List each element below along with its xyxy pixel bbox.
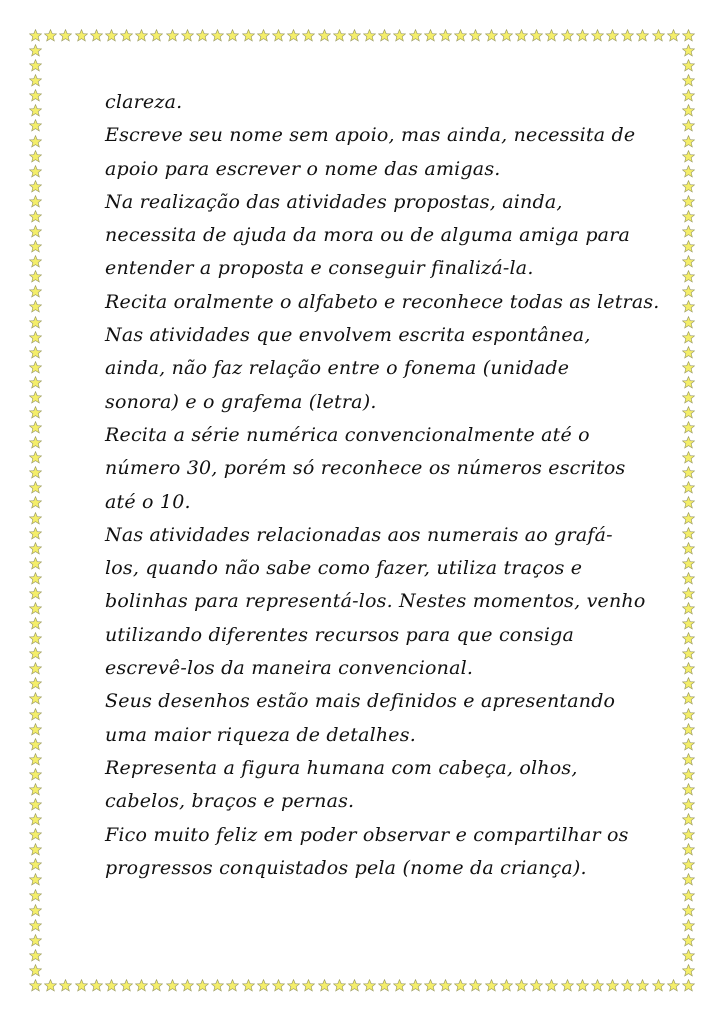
star-icon: [576, 29, 589, 42]
star-icon: [606, 979, 619, 992]
star-icon: [196, 29, 209, 42]
star-icon: [682, 270, 695, 283]
star-icon: [333, 979, 346, 992]
star-icon: [29, 572, 42, 585]
star-icon: [29, 527, 42, 540]
star-icon: [393, 29, 406, 42]
star-icon: [515, 979, 528, 992]
star-icon: [348, 29, 361, 42]
star-icon: [682, 406, 695, 419]
star-icon: [454, 979, 467, 992]
star-icon: [682, 496, 695, 509]
text-line: Seus desenhos estão mais definidos e apresentando: [105, 690, 616, 713]
star-icon: [29, 677, 42, 690]
text-line: entender a proposta e conseguir finalizá-la.: [105, 257, 534, 280]
star-icon: [682, 165, 695, 178]
star-icon: [29, 29, 42, 42]
star-icon: [29, 692, 42, 705]
text-line: Recita oralmente o alfabeto e reconhece todas as letras.: [105, 290, 660, 313]
star-icon: [682, 858, 695, 871]
text-line: escrevê-los da maneira convencional.: [105, 657, 474, 680]
star-icon: [682, 949, 695, 962]
star-icon: [378, 979, 391, 992]
star-icon: [682, 376, 695, 389]
star-icon: [682, 346, 695, 359]
star-icon: [29, 240, 42, 253]
star-icon: [29, 119, 42, 132]
star-icon: [363, 979, 376, 992]
text-line: uma maior riqueza de detalhes.: [105, 723, 416, 746]
star-icon: [545, 29, 558, 42]
text-line: apoio para escrever o nome das amigas.: [105, 157, 501, 180]
star-icon: [90, 29, 103, 42]
star-icon: [682, 225, 695, 238]
star-icon: [682, 828, 695, 841]
star-icon: [29, 889, 42, 902]
star-icon: [29, 542, 42, 555]
star-icon: [682, 44, 695, 57]
star-icon: [120, 29, 133, 42]
text-line: bolinhas para representá-los. Nestes momentos, venho: [105, 590, 646, 613]
star-icon: [682, 59, 695, 72]
star-icon: [29, 632, 42, 645]
star-icon: [29, 104, 42, 117]
star-icon: [257, 29, 270, 42]
star-icon: [29, 300, 42, 313]
star-icon: [318, 29, 331, 42]
star-icon: [29, 783, 42, 796]
star-icon: [378, 29, 391, 42]
star-icon: [29, 316, 42, 329]
star-icon: [682, 104, 695, 117]
star-icon: [682, 904, 695, 917]
star-icon: [682, 300, 695, 313]
star-icon: [29, 59, 42, 72]
text-line: Nas atividades que envolvem escrita espontânea,: [105, 324, 591, 347]
star-icon: [682, 934, 695, 947]
star-icon: [29, 858, 42, 871]
star-icon: [682, 873, 695, 886]
star-icon: [424, 29, 437, 42]
star-icon: [469, 29, 482, 42]
star-icon: [105, 979, 118, 992]
star-icon: [29, 44, 42, 57]
star-icon: [29, 361, 42, 374]
star-icon: [196, 979, 209, 992]
star-icon: [530, 29, 543, 42]
star-icon: [561, 979, 574, 992]
star-icon: [318, 979, 331, 992]
star-icon: [682, 255, 695, 268]
star-icon: [29, 602, 42, 615]
star-icon: [561, 29, 574, 42]
text-line: Recita a série numérica convencionalmente até o: [105, 423, 590, 446]
star-icon: [29, 753, 42, 766]
star-icon: [29, 843, 42, 856]
star-icon: [682, 557, 695, 570]
star-icon: [302, 29, 315, 42]
star-icon: [242, 29, 255, 42]
star-icon: [105, 29, 118, 42]
star-icon: [29, 798, 42, 811]
star-icon: [424, 979, 437, 992]
star-icon: [682, 979, 695, 992]
star-icon: [682, 180, 695, 193]
star-icon: [90, 979, 103, 992]
star-icon: [591, 979, 604, 992]
star-icon: [29, 979, 42, 992]
star-icon: [682, 919, 695, 932]
star-icon: [29, 195, 42, 208]
text-line: Escreve seu nome sem apoio, mas ainda, necessita de: [105, 124, 636, 147]
star-icon: [667, 29, 680, 42]
star-icon: [652, 29, 665, 42]
star-icon: [682, 723, 695, 736]
star-icon: [29, 89, 42, 102]
star-icon: [621, 979, 634, 992]
star-icon: [181, 979, 194, 992]
star-icon: [29, 255, 42, 268]
star-icon: [226, 979, 239, 992]
star-icon: [75, 979, 88, 992]
star-icon: [29, 723, 42, 736]
star-icon: [29, 270, 42, 283]
text-line: número 30, porém só reconhece os números escritos: [105, 457, 626, 480]
star-icon: [29, 919, 42, 932]
star-icon: [29, 587, 42, 600]
text-line: los, quando não sabe como fazer, utiliza traços e: [105, 557, 583, 580]
star-icon: [29, 135, 42, 148]
star-icon: [439, 29, 452, 42]
star-icon: [29, 617, 42, 630]
document-body: [105, 86, 665, 885]
star-icon: [181, 29, 194, 42]
star-icon: [636, 29, 649, 42]
star-icon: [59, 979, 72, 992]
text-line: utilizando diferentes recursos para que consiga: [105, 623, 574, 646]
star-icon: [682, 74, 695, 87]
star-icon: [29, 436, 42, 449]
star-icon: [29, 738, 42, 751]
star-icon: [29, 451, 42, 464]
text-line: ainda, não faz relação entre o fonema (unidade: [105, 357, 570, 380]
text-line: Fico muito feliz em poder observar e compartilhar os: [105, 823, 629, 846]
star-icon: [652, 979, 665, 992]
star-icon: [166, 29, 179, 42]
star-icon: [667, 979, 680, 992]
star-icon: [29, 512, 42, 525]
star-icon: [272, 29, 285, 42]
text-line: necessita de ajuda da mora ou de alguma amiga para: [105, 224, 631, 247]
star-icon: [29, 150, 42, 163]
star-icon: [682, 708, 695, 721]
star-icon: [211, 979, 224, 992]
text-line: progressos conquistados pela (nome da criança).: [105, 856, 587, 879]
star-icon: [44, 979, 57, 992]
star-icon: [682, 768, 695, 781]
star-icon: [682, 798, 695, 811]
star-icon: [439, 979, 452, 992]
star-icon: [29, 165, 42, 178]
star-icon: [682, 316, 695, 329]
star-icon: [29, 904, 42, 917]
text-line: cabelos, braços e pernas.: [105, 790, 355, 813]
star-icon: [29, 496, 42, 509]
star-icon: [348, 979, 361, 992]
text-line: clareza.: [105, 91, 183, 113]
star-icon: [682, 783, 695, 796]
star-icon: [485, 979, 498, 992]
star-icon: [29, 934, 42, 947]
star-icon: [150, 29, 163, 42]
star-icon: [59, 29, 72, 42]
star-icon: [469, 979, 482, 992]
star-icon: [682, 481, 695, 494]
star-icon: [682, 89, 695, 102]
star-icon: [682, 572, 695, 585]
star-icon: [682, 451, 695, 464]
star-icon: [393, 979, 406, 992]
star-icon: [682, 331, 695, 344]
star-icon: [29, 74, 42, 87]
star-icon: [287, 29, 300, 42]
star-icon: [682, 210, 695, 223]
star-icon: [454, 29, 467, 42]
star-icon: [211, 29, 224, 42]
star-icon: [29, 406, 42, 419]
star-icon: [682, 602, 695, 615]
star-icon: [333, 29, 346, 42]
star-icon: [682, 813, 695, 826]
star-icon: [682, 632, 695, 645]
text-line: até o 10.: [105, 490, 191, 513]
star-icon: [606, 29, 619, 42]
text-line: Nas atividades relacionadas aos numerais ao grafá-: [105, 523, 613, 546]
star-icon: [409, 979, 422, 992]
star-icon: [682, 436, 695, 449]
star-icon: [29, 225, 42, 238]
star-icon: [682, 361, 695, 374]
star-icon: [682, 29, 695, 42]
star-icon: [682, 119, 695, 132]
star-icon: [29, 346, 42, 359]
star-icon: [682, 285, 695, 298]
star-icon: [515, 29, 528, 42]
star-icon: [29, 813, 42, 826]
star-icon: [682, 421, 695, 434]
star-icon: [682, 647, 695, 660]
star-icon: [409, 29, 422, 42]
star-icon: [120, 979, 133, 992]
star-icon: [29, 768, 42, 781]
star-icon: [29, 481, 42, 494]
star-icon: [44, 29, 57, 42]
text-line: Na realização das atividades propostas, ainda,: [105, 190, 563, 213]
star-icon: [75, 29, 88, 42]
star-icon: [242, 979, 255, 992]
star-icon: [682, 587, 695, 600]
star-icon: [29, 647, 42, 660]
star-icon: [682, 964, 695, 977]
star-icon: [29, 331, 42, 344]
star-icon: [29, 285, 42, 298]
star-icon: [485, 29, 498, 42]
star-icon: [29, 421, 42, 434]
star-icon: [682, 753, 695, 766]
star-icon: [135, 29, 148, 42]
star-icon: [29, 828, 42, 841]
star-icon: [29, 210, 42, 223]
star-icon: [636, 979, 649, 992]
star-icon: [29, 391, 42, 404]
star-icon: [682, 240, 695, 253]
star-icon: [576, 979, 589, 992]
star-icon: [29, 466, 42, 479]
star-icon: [682, 542, 695, 555]
star-icon: [29, 949, 42, 962]
star-icon: [591, 29, 604, 42]
star-icon: [302, 979, 315, 992]
star-icon: [287, 979, 300, 992]
star-icon: [682, 195, 695, 208]
star-icon: [363, 29, 376, 42]
star-icon: [226, 29, 239, 42]
star-icon: [135, 979, 148, 992]
star-icon: [682, 692, 695, 705]
text-line: sonora) e o grafema (letra).: [105, 390, 377, 413]
star-icon: [682, 391, 695, 404]
star-icon: [29, 180, 42, 193]
star-icon: [621, 29, 634, 42]
star-icon: [682, 527, 695, 540]
star-icon: [500, 29, 513, 42]
star-icon: [150, 979, 163, 992]
star-icon: [29, 964, 42, 977]
star-icon: [272, 979, 285, 992]
star-icon: [166, 979, 179, 992]
star-icon: [29, 662, 42, 675]
star-icon: [682, 466, 695, 479]
star-icon: [545, 979, 558, 992]
star-icon: [682, 617, 695, 630]
star-icon: [682, 662, 695, 675]
star-icon: [682, 150, 695, 163]
star-icon: [29, 708, 42, 721]
star-icon: [682, 738, 695, 751]
text-line: Representa a figura humana com cabeça, olhos,: [105, 756, 578, 779]
star-icon: [29, 873, 42, 886]
star-icon: [682, 889, 695, 902]
star-icon: [682, 843, 695, 856]
star-icon: [29, 557, 42, 570]
star-icon: [257, 979, 270, 992]
star-icon: [29, 376, 42, 389]
star-icon: [682, 677, 695, 690]
star-icon: [500, 979, 513, 992]
star-icon: [682, 135, 695, 148]
star-icon: [530, 979, 543, 992]
star-icon: [682, 512, 695, 525]
